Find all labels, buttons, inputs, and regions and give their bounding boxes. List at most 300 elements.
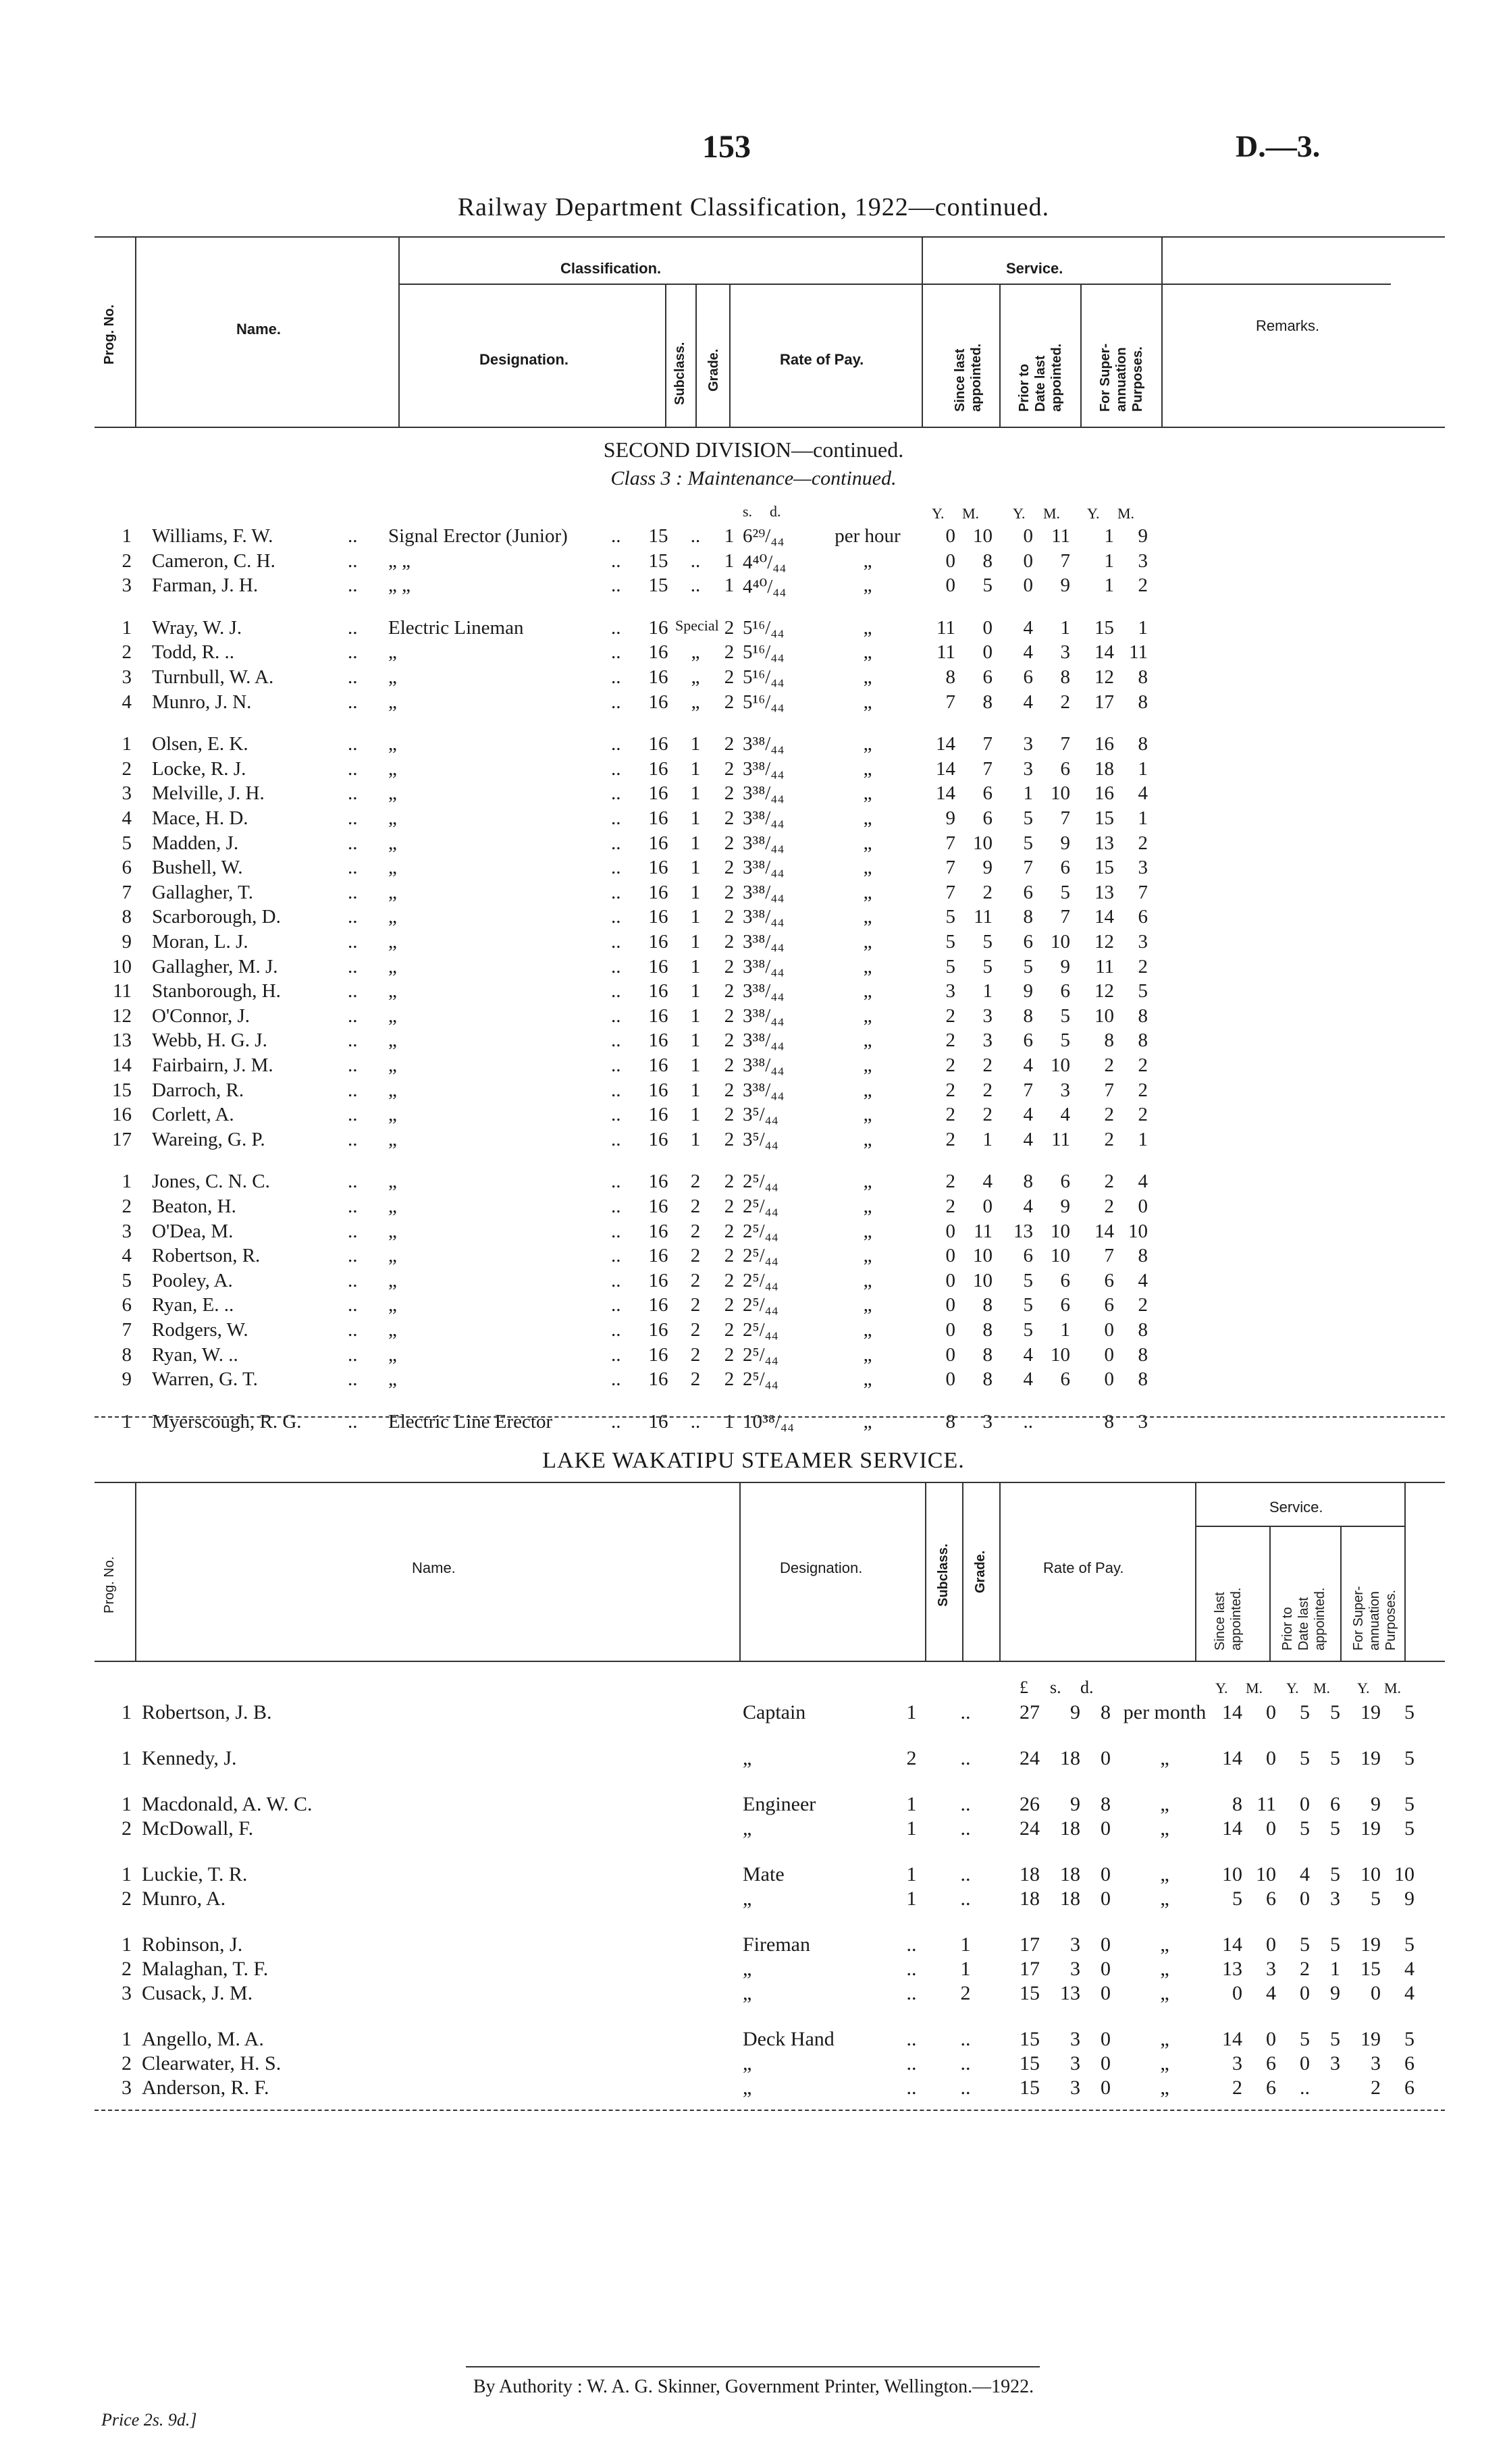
t1-cell: 16	[648, 980, 668, 1002]
t1-cell: Electric Line Erector	[388, 1410, 553, 1432]
t1-cell: ..	[348, 1269, 358, 1291]
t1-cell: 15	[112, 1079, 132, 1101]
t1-cell: 7	[982, 757, 993, 780]
t1-cell: 16	[648, 1196, 668, 1217]
t2-cell: 18	[1060, 1817, 1080, 1840]
t1-cell: 2	[1138, 1054, 1148, 1076]
t1-cell: „	[863, 666, 872, 688]
t1-cell: 18	[1094, 757, 1114, 780]
t1-cell: 4	[122, 1245, 132, 1267]
t1-cell: ..	[348, 857, 358, 879]
t1-cell: 1	[122, 616, 132, 639]
t1-cell: 1	[1104, 574, 1114, 597]
t1-cell: 4	[982, 1171, 993, 1193]
t1-cell: „	[388, 931, 397, 953]
t2-cell: ..	[906, 2052, 917, 2074]
t1-cell: 8	[1023, 1171, 1033, 1193]
t2-cell: 1	[122, 1863, 132, 1885]
t1-cell: ..	[348, 1294, 358, 1316]
t1-cell: Gallagher, M. J.	[152, 955, 278, 977]
t1-cell: 3	[945, 980, 955, 1002]
t1-cell: „	[863, 955, 872, 977]
t2-cell: ..	[906, 1958, 917, 1980]
t1-cell: 0	[945, 1343, 955, 1366]
t1-cell: 4	[1023, 1343, 1033, 1366]
t1-cell: 8	[1138, 1368, 1148, 1391]
t1-cell: 2	[690, 1269, 701, 1291]
t1-cell: 16	[648, 1128, 668, 1150]
t1-cell: 2⁵/₄₄	[743, 1294, 778, 1316]
t2-cell: 9	[1371, 1793, 1381, 1815]
t1-cell: 5	[1023, 1319, 1033, 1341]
header-since-last: Since last appointed.	[953, 343, 984, 412]
t1-cell: 10	[973, 832, 993, 854]
t1-cell: 2	[1104, 1196, 1114, 1217]
t1-cell: 12	[1094, 980, 1114, 1002]
t1-cell: 11	[936, 616, 955, 639]
t1-cell: 1	[1104, 525, 1114, 547]
t1-cell: ..	[611, 881, 621, 903]
t1-cell: „	[388, 955, 397, 977]
t1-cell: ..	[611, 1245, 621, 1267]
t1-cell: „	[388, 1128, 397, 1150]
t1-cell: 8	[982, 550, 993, 572]
t1-cell: 1	[724, 525, 735, 547]
t2-cell: „	[743, 1887, 752, 1910]
t2-cell: 0	[1300, 2052, 1310, 2074]
t1-cell: „	[388, 691, 397, 713]
t1-cell: 9	[122, 1368, 132, 1391]
t1-cell: ..	[611, 666, 621, 688]
t1-cell: 3	[1138, 1410, 1148, 1432]
t1-cell: „	[388, 666, 397, 688]
t1-cell: 9	[1023, 980, 1033, 1002]
t1-cell: 16	[648, 857, 668, 879]
header-grade: Grade.	[706, 348, 721, 392]
t2-cell: Engineer	[743, 1793, 816, 1815]
t2-cell: Mate	[743, 1863, 785, 1885]
t2-cell: 5	[1404, 1933, 1415, 1956]
t1-cell: 0	[1104, 1368, 1114, 1391]
t1-cell: „	[388, 757, 397, 780]
t2-cell: 19	[1360, 1933, 1381, 1956]
unit2-y2: Y.	[1286, 1680, 1299, 1696]
t1-cell: ..	[611, 1029, 621, 1052]
t2-cell: 2	[122, 1887, 132, 1910]
t1-cell: 4	[122, 691, 132, 713]
t2-cell: 3	[1070, 2052, 1080, 2074]
t1-cell: 6	[1104, 1269, 1114, 1291]
t1-cell: 1	[690, 733, 701, 755]
t1-cell: „	[863, 782, 872, 805]
t1-cell: Bushell, W.	[152, 857, 243, 879]
t1-cell: 8	[1023, 906, 1033, 928]
t1-cell: Rodgers, W.	[152, 1319, 248, 1341]
t1-cell: 3	[1023, 733, 1033, 755]
unit2-m3: M.	[1384, 1680, 1402, 1696]
t2-cell: 0	[1101, 2028, 1111, 2050]
t1-cell: „	[863, 1343, 872, 1366]
t2-cell: 15	[1020, 2052, 1040, 2074]
t1-cell: 3³⁸/₄₄	[743, 931, 785, 953]
t1-cell: ..	[690, 1410, 701, 1432]
t2-cell: ..	[960, 2052, 971, 2074]
t1-cell: 2	[724, 1220, 735, 1242]
t2-cell: 1	[122, 1701, 132, 1723]
t1-cell: ..	[348, 955, 358, 977]
t2-cell: „	[1160, 1817, 1169, 1840]
lake-wakatipu-title: LAKE WAKATIPU STEAMER SERVICE.	[542, 1448, 965, 1473]
t1-cell: 2⁵/₄₄	[743, 1269, 778, 1291]
t1-cell: „	[388, 1368, 397, 1391]
t1-cell: 2	[724, 1005, 735, 1027]
t2-cell: 9	[1404, 1887, 1415, 1910]
t1-cell: Mace, H. D.	[152, 807, 248, 829]
t1-cell: ..	[348, 931, 358, 953]
t1-cell: „	[388, 1343, 397, 1366]
header2-designation: Designation.	[780, 1559, 863, 1576]
t1-cell: 9	[982, 857, 993, 879]
t1-cell: „	[388, 1245, 397, 1267]
t2-cell: 0	[1101, 1958, 1111, 1980]
t1-cell: 2	[945, 1005, 955, 1027]
t1-cell: 5	[982, 955, 993, 977]
t2-cell: 5	[1404, 1793, 1415, 1815]
t2-cell: 14	[1222, 1747, 1242, 1769]
t2-cell: ..	[906, 2028, 917, 2050]
t1-cell: 16	[648, 1104, 668, 1126]
t2-cell: 1	[906, 1817, 917, 1840]
t2-cell: 6	[1266, 2077, 1276, 2099]
t1-cell: 2	[945, 1196, 955, 1217]
t2-cell: Anderson, R. F.	[142, 2077, 269, 2099]
t1-cell: „	[863, 1294, 872, 1316]
t1-cell: 2	[1104, 1104, 1114, 1126]
unit-m2: M.	[1043, 505, 1061, 522]
t1-cell: 2	[982, 1054, 993, 1076]
t1-cell: 15	[1094, 807, 1114, 829]
t1-cell: 2	[724, 832, 735, 854]
t1-cell: 14	[936, 733, 955, 755]
t2-cell: 1	[122, 1793, 132, 1815]
document-code: D.—3.	[1236, 129, 1321, 163]
t2-cell: Deck Hand	[743, 2028, 835, 2050]
header-name: Name.	[236, 321, 282, 338]
t1-cell: „	[388, 641, 397, 664]
header2-prior-to: Prior to Date last appointed.	[1280, 1587, 1327, 1651]
t1-cell: „	[863, 1269, 872, 1291]
t1-cell: 3³⁸/₄₄	[743, 1005, 785, 1027]
t1-cell: 8	[1138, 1319, 1148, 1341]
t1-cell: 8	[1138, 1029, 1148, 1052]
t1-cell: 1	[690, 906, 701, 928]
t2-cell: 9	[1070, 1701, 1080, 1723]
t1-cell: 3	[982, 1029, 993, 1052]
t2-cell: 5	[1404, 1747, 1415, 1769]
t2-cell: „	[1160, 2028, 1169, 2050]
t1-cell: „	[388, 1319, 397, 1341]
t1-cell: „	[388, 1269, 397, 1291]
t1-cell: ..	[348, 807, 358, 829]
t1-cell: Gallagher, T.	[152, 881, 253, 903]
t1-cell: „	[388, 1294, 397, 1316]
t2-cell: „	[743, 1982, 752, 2004]
t1-cell: ..	[611, 550, 621, 572]
t1-cell: 3	[122, 1220, 132, 1242]
t1-cell: 13	[1094, 881, 1114, 903]
t1-cell: 16	[648, 691, 668, 713]
t2-cell: 10	[1222, 1863, 1242, 1885]
t1-cell: 5	[122, 1269, 132, 1291]
t1-cell: 2	[1104, 1171, 1114, 1193]
unit-m1: M.	[962, 505, 980, 522]
t2-cell: 2	[906, 1747, 917, 1769]
t1-cell: 1	[690, 1104, 701, 1126]
t1-cell: ..	[348, 733, 358, 755]
t1-cell: 5	[945, 906, 955, 928]
t1-cell: 2	[690, 1294, 701, 1316]
t1-cell: 2	[724, 1196, 735, 1217]
t1-cell: 16	[1094, 733, 1114, 755]
t1-cell: 1	[690, 1005, 701, 1027]
t2-cell: McDowall, F.	[142, 1817, 254, 1840]
t1-cell: 3³⁸/₄₄	[743, 832, 785, 854]
t2-cell: 0	[1101, 1933, 1111, 1956]
t1-cell: 2	[724, 1128, 735, 1150]
t1-cell: ..	[611, 616, 621, 639]
t1-cell: ..	[348, 1319, 358, 1341]
t2-cell: 3	[1330, 2052, 1340, 2074]
t1-cell: 1	[122, 1171, 132, 1193]
t1-cell: 3	[1060, 1079, 1070, 1101]
t1-cell: 2	[724, 782, 735, 805]
t1-cell: 5	[982, 574, 993, 597]
t1-cell: 2	[690, 1245, 701, 1267]
t1-cell: ..	[348, 691, 358, 713]
t2-cell: 0	[1266, 1701, 1276, 1723]
t1-cell: 6	[1138, 906, 1148, 928]
t1-cell: 8	[945, 1410, 955, 1432]
t2-cell: 8	[1101, 1701, 1111, 1723]
t2-cell: 0	[1300, 1887, 1310, 1910]
t2-cell: 18	[1060, 1887, 1080, 1910]
t2-cell: Luckie, T. R.	[142, 1863, 248, 1885]
t1-cell: 6	[1060, 980, 1070, 1002]
t1-cell: 15	[648, 574, 668, 597]
t1-cell: 3³⁸/₄₄	[743, 1079, 785, 1101]
t1-cell: 7	[982, 733, 993, 755]
t2-cell: 3	[1070, 1933, 1080, 1956]
t1-cell: 6	[982, 666, 993, 688]
t1-cell: 16	[648, 1220, 668, 1242]
t1-cell: 2	[724, 616, 735, 639]
t1-cell: 5	[1060, 1005, 1070, 1027]
t1-cell: ..	[611, 1343, 621, 1366]
t1-cell: 0	[945, 525, 955, 547]
t1-cell: 16	[112, 1104, 132, 1126]
t1-cell: ..	[1023, 1410, 1033, 1432]
t2-cell: 15	[1020, 2028, 1040, 2050]
t1-cell: „	[863, 980, 872, 1002]
t2-cell: 5	[1300, 1701, 1310, 1723]
t1-cell: ..	[611, 1319, 621, 1341]
t1-cell: 2	[724, 1079, 735, 1101]
t1-cell: Pooley, A.	[152, 1269, 233, 1291]
t1-cell: 10	[1128, 1220, 1148, 1242]
t1-cell: 0	[1104, 1343, 1114, 1366]
t1-cell: „	[863, 1368, 872, 1391]
t2-cell: 0	[1266, 1933, 1276, 1956]
t1-cell: ..	[611, 857, 621, 879]
t1-cell: 1	[724, 1410, 735, 1432]
t1-cell: 16	[648, 1319, 668, 1341]
t1-cell: ..	[348, 1171, 358, 1193]
t1-cell: 11	[113, 980, 132, 1002]
t2-cell: 0	[1101, 2077, 1111, 2099]
t1-cell: 2	[1138, 832, 1148, 854]
t2-cell: 18	[1020, 1863, 1040, 1885]
t1-cell: 2	[724, 807, 735, 829]
t1-cell: 16	[648, 1029, 668, 1052]
t2-cell: Cusack, J. M.	[142, 1982, 253, 2004]
t1-cell: 2	[724, 881, 735, 903]
t1-cell: 5	[945, 931, 955, 953]
t1-cell: Wareing, G. P.	[152, 1128, 265, 1150]
t1-cell: 2	[724, 1245, 735, 1267]
t2-cell: 5	[1404, 1701, 1415, 1723]
header-classification: Classification.	[560, 260, 662, 277]
t1-cell: Darroch, R.	[152, 1079, 244, 1101]
t1-cell: 16	[648, 955, 668, 977]
t1-cell: 2	[724, 1029, 735, 1052]
t1-cell: 10	[1051, 782, 1070, 805]
t1-cell: ..	[611, 641, 621, 664]
t1-cell: Cameron, C. H.	[152, 550, 275, 572]
t1-cell: ..	[611, 525, 621, 547]
t1-cell: 12	[112, 1005, 132, 1027]
t1-cell: ..	[348, 1245, 358, 1267]
t2-cell: Macdonald, A. W. C.	[142, 1793, 313, 1815]
unit-d: d.	[770, 503, 781, 520]
t2-cell: 3	[1266, 1958, 1276, 1980]
t1-cell: 6	[1060, 1294, 1070, 1316]
t1-cell: ..	[611, 1368, 621, 1391]
t1-cell: 10	[1051, 1054, 1070, 1076]
t1-cell: Ryan, W. ..	[152, 1343, 238, 1366]
t2-cell: 10	[1360, 1863, 1381, 1885]
t2-cell: 0	[1266, 1747, 1276, 1769]
t1-cell: 2	[1138, 955, 1148, 977]
t1-cell: ..	[611, 782, 621, 805]
t2-cell: 15	[1360, 1958, 1381, 1980]
t1-cell: 1	[690, 1128, 701, 1150]
t2-cell: 26	[1020, 1793, 1040, 1815]
t1-cell: 16	[648, 832, 668, 854]
t2-cell: 3	[1070, 1958, 1080, 1980]
header-subclass: Subclass.	[672, 342, 687, 405]
t2-cell: 3	[1330, 1887, 1340, 1910]
t1-cell: 3	[122, 666, 132, 688]
t2-cell: 3	[1371, 2052, 1381, 2074]
t1-cell: 3³⁸/₄₄	[743, 980, 785, 1002]
t2-cell: 2	[122, 2052, 132, 2074]
t1-cell: Locke, R. J.	[152, 757, 246, 780]
t1-cell: 2	[1060, 691, 1070, 713]
t1-cell: ..	[611, 906, 621, 928]
t2-cell: 14	[1222, 1933, 1242, 1956]
t2-cell: 3	[122, 1982, 132, 2004]
t1-cell: 0	[982, 641, 993, 664]
t1-cell: 16	[1094, 782, 1114, 805]
t2-cell: ..	[960, 2028, 971, 2050]
t1-cell: Farman, J. H.	[152, 574, 259, 597]
t1-cell: ..	[611, 1005, 621, 1027]
header2-name: Name.	[412, 1559, 456, 1576]
t1-cell: 2	[724, 1269, 735, 1291]
t2-cell: 14	[1222, 2028, 1242, 2050]
t1-cell: ..	[348, 1128, 358, 1150]
t1-cell: 4⁴⁰/₄₄	[743, 576, 787, 598]
t1-cell: ..	[611, 1410, 621, 1432]
t1-cell: 3	[1060, 641, 1070, 664]
t1-cell: ..	[611, 1104, 621, 1126]
t1-cell: 3³⁸/₄₄	[743, 733, 785, 755]
t1-cell: 7	[1138, 881, 1148, 903]
t2-cell: „	[1160, 2077, 1169, 2099]
t1-cell: 6	[1023, 1029, 1033, 1052]
t1-cell: 1	[690, 807, 701, 829]
unit-y2: Y.	[1013, 505, 1026, 522]
t1-cell: „	[863, 691, 872, 713]
t1-cell: ..	[348, 1079, 358, 1101]
t1-cell: „	[388, 832, 397, 854]
t1-cell: ..	[348, 1196, 358, 1217]
t1-cell: 3	[122, 574, 132, 597]
t1-cell: „	[388, 1079, 397, 1101]
t1-cell: Myerscough, R. G.	[152, 1410, 302, 1432]
t2-cell: „	[1160, 1933, 1169, 1956]
t1-cell: 0	[1104, 1319, 1114, 1341]
t1-cell: 7	[1060, 807, 1070, 829]
t1-cell: 16	[648, 616, 668, 639]
t1-cell: 2	[724, 733, 735, 755]
t2-cell: 1	[1330, 1958, 1340, 1980]
t1-cell: 14	[936, 757, 955, 780]
t2-cell: 0	[1101, 1747, 1111, 1769]
t2-cell: 1	[122, 1747, 132, 1769]
t1-cell: ..	[348, 782, 358, 805]
t2-cell: 0	[1101, 1863, 1111, 1885]
t2-cell: 2	[122, 1817, 132, 1840]
t1-cell: 6	[1104, 1294, 1114, 1316]
t1-cell: „ „	[388, 550, 411, 572]
t1-cell: 11	[1095, 955, 1114, 977]
t1-cell: 11	[1129, 641, 1148, 664]
t1-cell: 2⁵/₄₄	[743, 1196, 778, 1217]
t1-cell: ..	[611, 1079, 621, 1101]
t2-cell: 19	[1360, 1817, 1381, 1840]
t1-cell: 2	[982, 1079, 993, 1101]
t1-cell: 2	[1138, 1104, 1148, 1126]
t1-cell: 8	[1060, 666, 1070, 688]
t2-cell: „	[1160, 1958, 1169, 1980]
t1-cell: „	[863, 931, 872, 953]
t1-cell: 2	[724, 931, 735, 953]
t1-cell: 5¹⁶/₄₄	[743, 666, 785, 688]
t2-cell: ..	[906, 1933, 917, 1956]
header2-grade: Grade.	[973, 1550, 988, 1593]
t2-cell: ..	[906, 2077, 917, 2099]
